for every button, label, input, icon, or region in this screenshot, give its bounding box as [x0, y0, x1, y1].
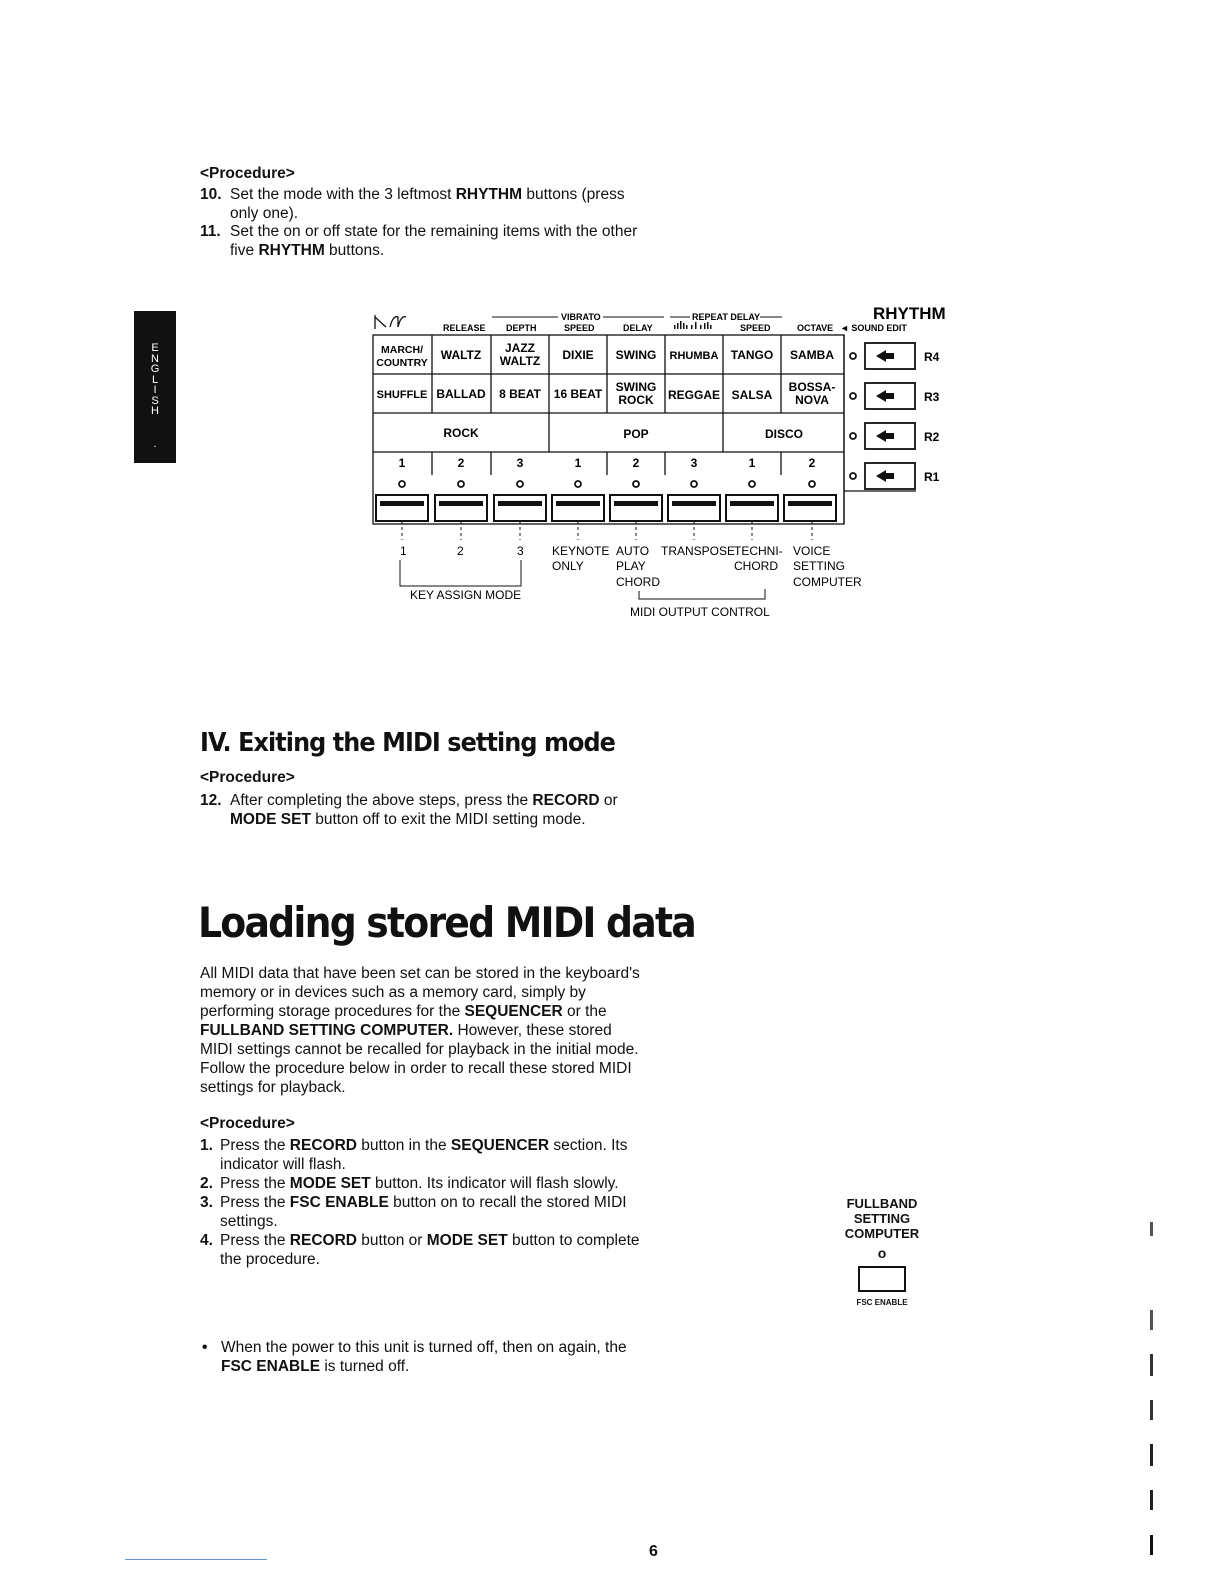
- svg-text:COMPUTER: COMPUTER: [793, 575, 862, 589]
- rhythm-pop-group: POP: [623, 427, 649, 441]
- speed-label: SPEED: [564, 323, 595, 333]
- depth-label: DEPTH: [506, 323, 537, 333]
- rhythm-salsa: SALSA: [731, 388, 773, 402]
- scan-mark: [1150, 1535, 1153, 1555]
- rhythm-samba: SAMBA: [790, 348, 834, 362]
- svg-text:1: 1: [574, 456, 582, 470]
- svg-text:2: 2: [632, 456, 640, 470]
- svg-text:CHORD: CHORD: [734, 559, 778, 573]
- svg-text:SWING: SWING: [615, 380, 657, 394]
- svg-text:SETTING: SETTING: [793, 559, 846, 573]
- rhythm-ballad: BALLAD: [436, 387, 486, 401]
- row-label-r1: R1: [924, 470, 940, 484]
- rhythm-waltz: WALTZ: [440, 348, 482, 362]
- svg-text:VOICE: VOICE: [793, 544, 831, 558]
- scan-mark: [1150, 1222, 1153, 1236]
- key-assign-mode-label: KEY ASSIGN MODE: [410, 588, 522, 602]
- repeat-delay-label: REPEAT DELAY: [692, 312, 761, 322]
- tab-letter: H: [151, 405, 159, 417]
- scan-mark: [1150, 1400, 1153, 1420]
- rhythm-dixie: DIXIE: [562, 348, 594, 362]
- fsc-enable-label: FSC ENABLE: [856, 1298, 908, 1307]
- tremolo-logo-icon: [375, 315, 406, 329]
- section-heading-exit: IV. Exiting the MIDI setting mode: [200, 728, 615, 758]
- delay-label: DELAY: [623, 323, 653, 333]
- svg-text:2: 2: [808, 456, 816, 470]
- svg-text:1: 1: [748, 456, 756, 470]
- svg-text:3: 3: [516, 456, 524, 470]
- svg-text:WALTZ: WALTZ: [499, 354, 541, 368]
- release-label: RELEASE: [443, 323, 486, 333]
- svg-text:KEYNOTE: KEYNOTE: [552, 544, 610, 558]
- delay-pattern-icon: [674, 321, 712, 329]
- tab-letter: E: [151, 342, 159, 354]
- tab-letter: .: [153, 437, 157, 450]
- fsc-panel: FULLBAND SETTING COMPUTER o FSC ENABLE: [830, 1196, 934, 1307]
- rhythm-16-beat: 16 BEAT: [553, 387, 603, 401]
- footer-rule: [125, 1559, 267, 1560]
- speed-label: SPEED: [740, 323, 771, 333]
- procedure-step: 1. Press the RECORD button in the SEQUENCER section. Its indicator will flash.: [200, 1137, 628, 1173]
- tab-letter: N: [151, 352, 159, 365]
- procedure-label: <Procedure>: [200, 769, 295, 786]
- svg-text:ONLY: ONLY: [552, 559, 584, 573]
- octave-label: OCTAVE: [797, 323, 834, 333]
- page-number: 6: [649, 1543, 658, 1560]
- tab-letter: L: [151, 373, 159, 386]
- rhythm-shuffle: SHUFFLE: [376, 389, 428, 401]
- rhythm-swing: SWING: [615, 348, 657, 362]
- procedure-label: <Procedure>: [200, 165, 295, 182]
- svg-text:PLAY: PLAY: [616, 559, 646, 573]
- procedure-label: <Procedure>: [200, 1115, 295, 1132]
- procedure-step: 4. Press the RECORD button or MODE SET button to complete the procedure.: [200, 1232, 640, 1268]
- loading-paragraph: All MIDI data that have been set can be stored in the keyboard's memory or in devices such as a memory card, simply by performing storage procedures for the SEQUENCER or the FULLBAND SETTING COMPUTER. However, these stored MIDI settings cannot be recalled for playback in the initial mode. Follow the procedure below in order to recall these stored MIDI settings for playback.: [200, 965, 640, 1096]
- procedure-step: 3. Press the FSC ENABLE button on to recall the stored MIDI settings.: [200, 1194, 627, 1230]
- svg-text:NOVA: NOVA: [795, 393, 829, 407]
- section-heading-loading: Loading stored MIDI data: [198, 898, 695, 947]
- procedure-step: 12. After completing the above steps, press the RECORD or MODE SET button off to exit the MIDI setting mode.: [200, 792, 618, 828]
- procedure-step: 2. Press the MODE SET button. Its indicator will flash slowly.: [200, 1175, 619, 1192]
- svg-text:CHORD: CHORD: [616, 575, 660, 589]
- scan-mark: [1150, 1354, 1153, 1376]
- scan-mark: [1150, 1444, 1153, 1466]
- svg-text:3: 3: [517, 544, 524, 558]
- svg-text:TECHNI-: TECHNI-: [734, 544, 783, 558]
- svg-text:BOSSA-: BOSSA-: [788, 380, 836, 394]
- procedure-step: 10. Set the mode with the 3 leftmost RHYTHM buttons (press only one).: [200, 186, 625, 222]
- fsc-enable-button[interactable]: [858, 1266, 906, 1292]
- fsc-indicator: o: [877, 1245, 887, 1261]
- transpose-label: TRANSPOSE: [661, 544, 736, 558]
- note-bullet: • When the power to this unit is turned off, then on again, the FSC ENABLE is turned off.: [202, 1339, 627, 1375]
- rhythm-rock-group: ROCK: [443, 426, 479, 440]
- svg-text:JAZZ: JAZZ: [505, 341, 535, 355]
- svg-text:COUNTRY: COUNTRY: [376, 357, 428, 369]
- midi-output-control-label: MIDI OUTPUT CONTROL: [630, 605, 770, 619]
- procedure-step: 11. Set the on or off state for the remaining items with the other five RHYTHM buttons.: [200, 223, 638, 259]
- rhythm-disco-group: DISCO: [764, 427, 804, 441]
- indicator-lamps: [399, 481, 815, 487]
- rhythm-march-country: MARCH/: [381, 344, 423, 356]
- row-label-r4: R4: [924, 350, 940, 364]
- row-label-r3: R3: [924, 390, 940, 404]
- sound-edit-label: ◄ SOUND EDIT: [840, 323, 907, 333]
- svg-text:AUTO: AUTO: [616, 544, 650, 558]
- tab-letter: G: [150, 363, 160, 375]
- rhythm-reggae: REGGAE: [667, 388, 721, 402]
- svg-text:1: 1: [400, 544, 407, 558]
- tab-letter: S: [151, 394, 159, 407]
- rhythm-tango: TANGO: [730, 348, 774, 362]
- rhythm-panel-diagram: [360, 295, 960, 625]
- svg-text:2: 2: [457, 456, 465, 470]
- language-tab: [134, 311, 176, 463]
- rhythm-title: RHYTHM: [873, 304, 946, 323]
- rhythm-rhumba: RHUMBA: [669, 350, 719, 362]
- rhythm-8-beat: 8 BEAT: [499, 387, 541, 401]
- scan-mark: [1150, 1310, 1153, 1330]
- svg-text:2: 2: [457, 544, 464, 558]
- svg-text:ROCK: ROCK: [618, 393, 654, 407]
- svg-text:1: 1: [398, 456, 406, 470]
- row-label-r2: R2: [924, 430, 940, 444]
- tab-letter: I: [153, 384, 157, 396]
- scan-mark: [1150, 1490, 1153, 1510]
- vibrato-label: VIBRATO: [561, 312, 601, 322]
- svg-text:3: 3: [690, 456, 698, 470]
